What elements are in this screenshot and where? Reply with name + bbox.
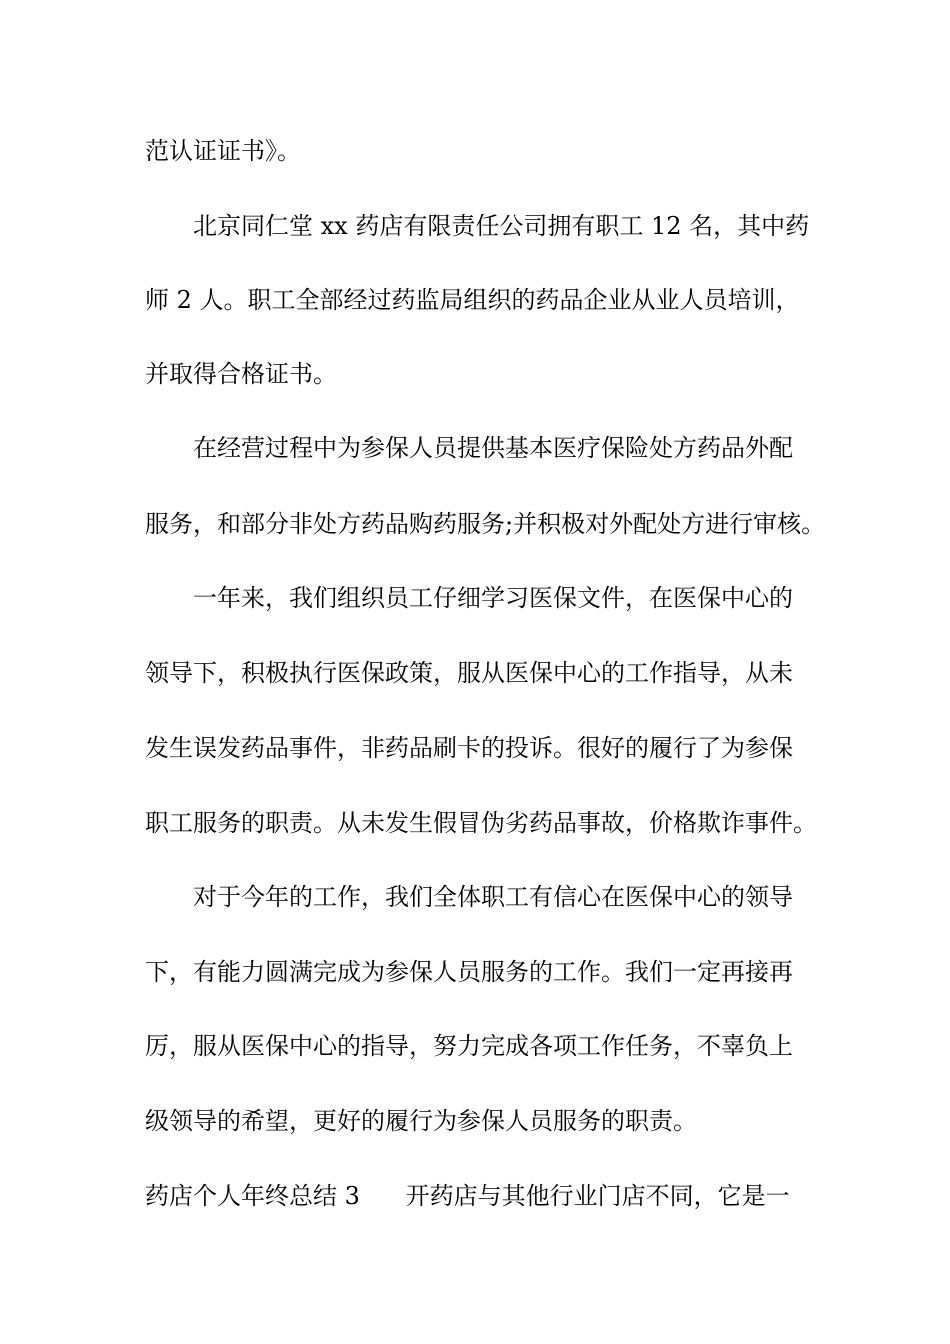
text-line: 厉，服从医保中心的指导，努力完成各项工作任务，不辜负上 [145, 1032, 793, 1060]
text-line: 并取得合格证书。 [145, 360, 337, 388]
text-line: 领导下，积极执行医保政策，服从医保中心的工作指导，从未 [145, 659, 793, 687]
paragraph-start-line: 北京同仁堂 xx 药店有限责任公司拥有职工 12 名，其中药 [193, 212, 810, 240]
text-line: 范认证证书》。 [145, 137, 301, 165]
paragraph-start-line: 一年来，我们组织员工仔细学习医保文件，在医保中心的 [193, 584, 793, 612]
section-heading-line: 药店个人年终总结 3 开药店与其他行业门店不同，它是一 [145, 1182, 790, 1210]
text-line: 服务，和部分非处方药品购药服务;并积极对外配处方进行审核。 [145, 510, 826, 538]
text-line: 发生误发药品事件，非药品刷卡的投诉。很好的履行了为参保 [145, 734, 793, 762]
text-line: 职工服务的职责。从未发生假冒伪劣药品事故，价格欺诈事件。 [145, 809, 817, 837]
text-line: 下，有能力圆满完成为参保人员服务的工作。我们一定再接再 [145, 958, 793, 986]
text-line: 级领导的希望，更好的履行为参保人员服务的职责。 [145, 1107, 697, 1135]
paragraph-start-line: 对于今年的工作，我们全体职工有信心在医保中心的领导 [193, 883, 793, 911]
paragraph-start-line: 在经营过程中为参保人员提供基本医疗保险处方药品外配 [193, 434, 793, 462]
text-line: 师 2 人。职工全部经过药监局组织的药品企业从业人员培训， [145, 286, 800, 314]
